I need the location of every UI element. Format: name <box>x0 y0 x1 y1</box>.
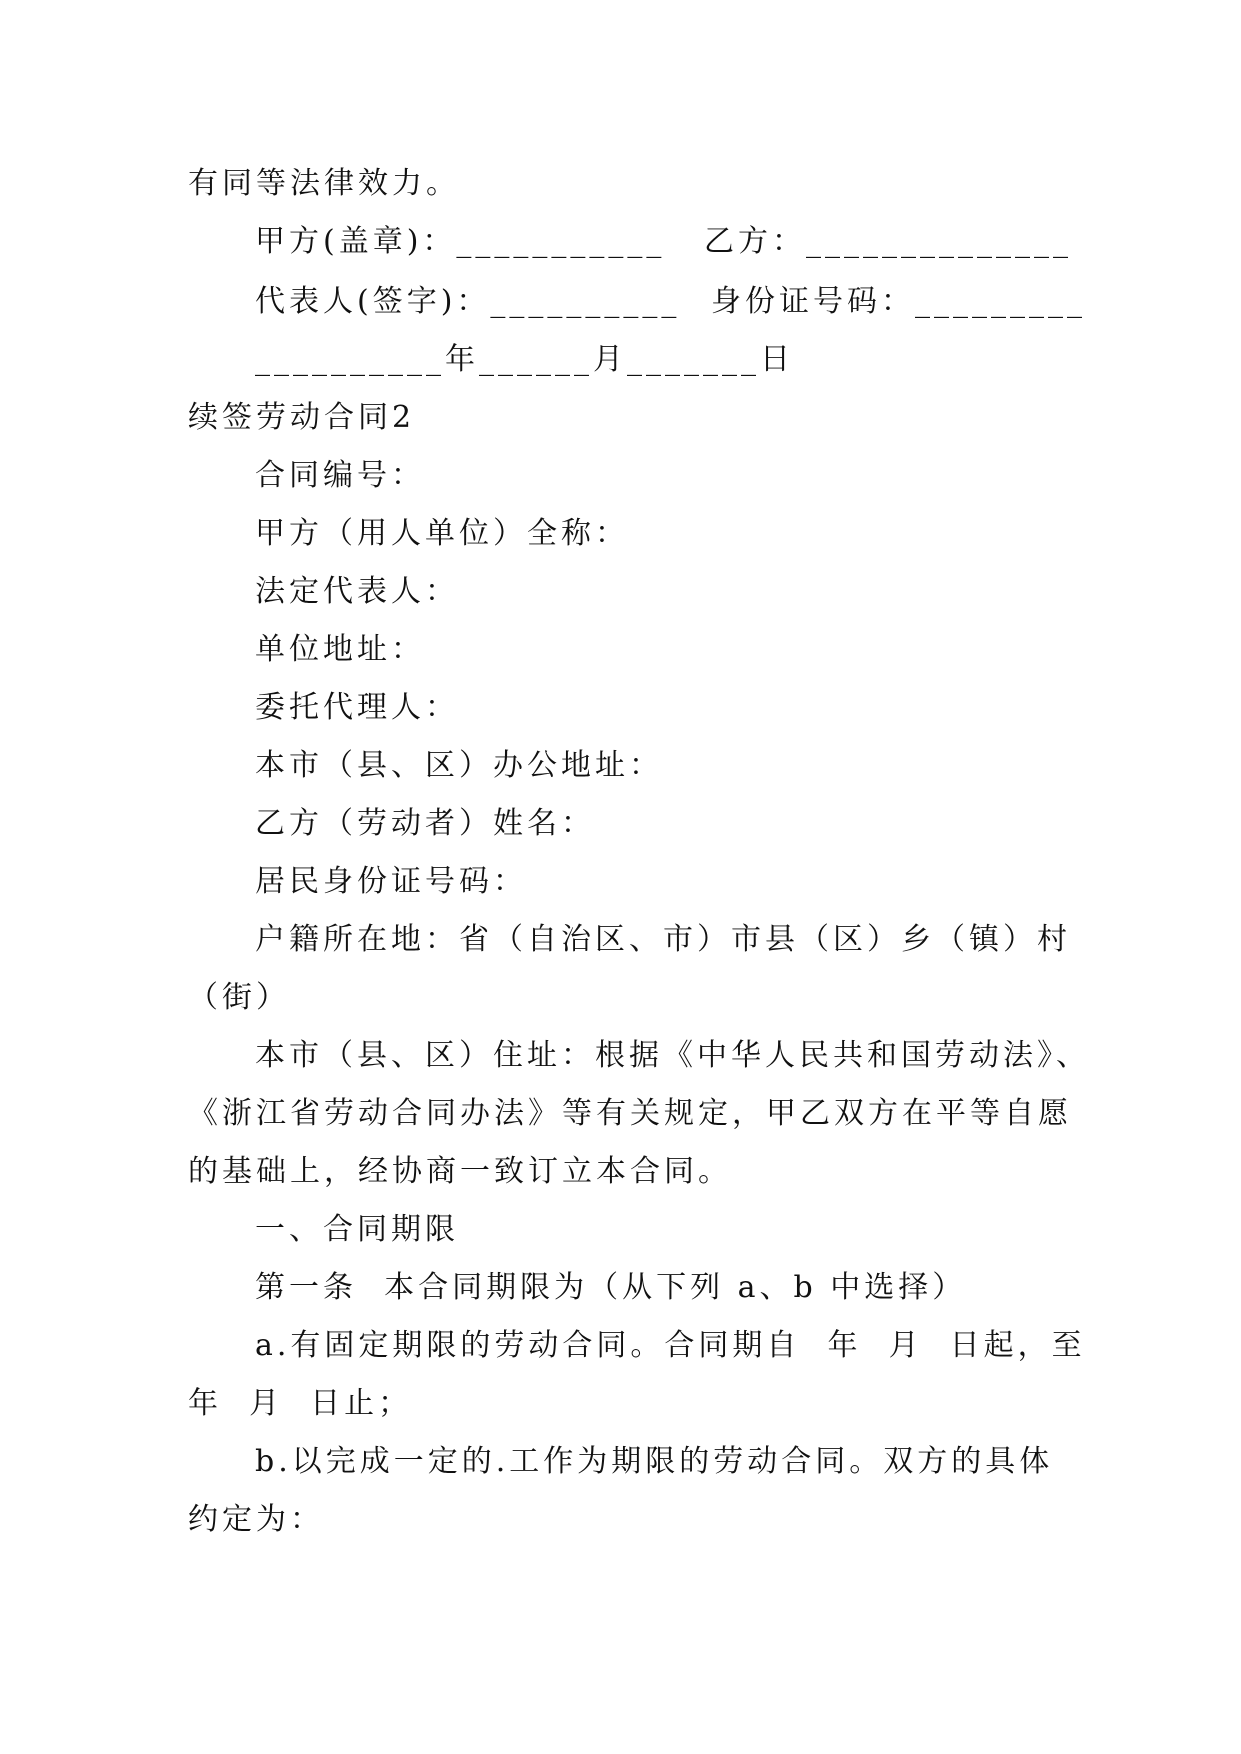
text-line: （街） <box>188 980 290 1015</box>
clause-heading: 一、合同期限 <box>255 1212 459 1247</box>
paragraph-line: 本市（县、区）住址：根据《中华人民共和国劳动法》、 <box>255 1038 1090 1073</box>
employee-name-label: 乙方（劳动者）姓名： <box>255 806 595 841</box>
clause-text: 约定为： <box>188 1502 324 1537</box>
clause-text: 年 月 日止； <box>188 1386 413 1421</box>
section-heading: 续签劳动合同2 <box>188 400 416 435</box>
clause-text: a.有固定期限的劳动合同。合同期自 年 月 日起，至 <box>255 1328 1086 1363</box>
resident-id-label: 居民身份证号码： <box>255 864 527 899</box>
party-b-field: 乙方：______________ <box>704 224 1072 259</box>
contract-number-label: 合同编号： <box>255 458 425 493</box>
agent-label: 委托代理人： <box>255 690 459 725</box>
representative-signature-field: 代表人(签字)：__________ <box>255 284 681 319</box>
text-line: 有同等法律效力。 <box>188 166 460 201</box>
office-address-label: 本市（县、区）办公地址： <box>255 748 663 783</box>
household-registration-label: 户籍所在地：省（自治区、市）市县（区）乡（镇）村 <box>255 922 1071 957</box>
paragraph-line: 《浙江省劳动合同办法》等有关规定，甲乙双方在平等自愿 <box>188 1096 1072 1131</box>
clause-text: b.以完成一定的.工作为期限的劳动合同。双方的具体 <box>255 1444 1054 1479</box>
legal-representative-label: 法定代表人： <box>255 574 459 609</box>
clause-text: 第一条 本合同期限为（从下列 a、b 中选择） <box>255 1270 967 1305</box>
employer-address-label: 单位地址： <box>255 632 425 667</box>
date-field: __________年______月_______日 <box>255 342 794 377</box>
party-a-seal-field: 甲方(盖章)：___________ <box>255 224 666 259</box>
id-number-field: 身份证号码：_________ <box>711 284 1086 319</box>
employer-name-label: 甲方（用人单位）全称： <box>255 516 629 551</box>
paragraph-line: 的基础上，经协商一致订立本合同。 <box>188 1154 732 1189</box>
